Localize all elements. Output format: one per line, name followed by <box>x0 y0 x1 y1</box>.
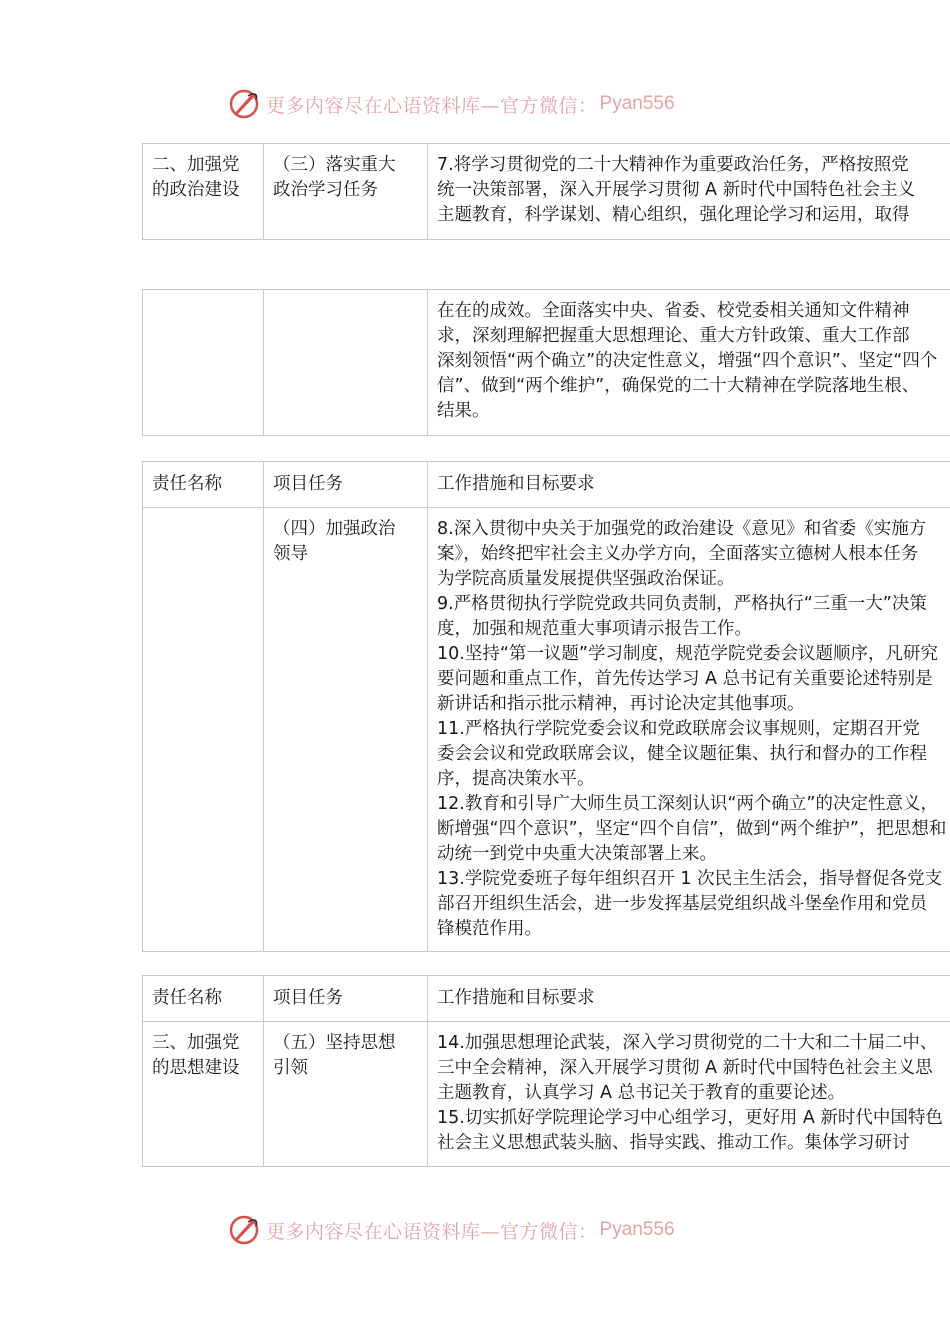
table-header-row <box>143 462 950 508</box>
measures-cell: 7.将学习贯彻党的二十大精神作为重要政治任务，严格按照党 统一决策部署，深入开展学习贯彻 A 新时代中国特色社会主义 主题教育，科学谋划、精心组织，强化理论学习和运用，取得 <box>428 144 950 240</box>
header-project-task: 项目任务 <box>264 462 428 508</box>
table-row <box>143 290 950 436</box>
table-row <box>143 1022 950 1167</box>
responsibility-cell: 三、加强党 的思想建设 <box>143 1022 264 1167</box>
watermark-top <box>228 86 675 122</box>
table-continuation <box>142 289 950 436</box>
responsibility-cell <box>143 508 264 952</box>
measures-cell: 在在的成效。全面落实中央、省委、校党委相关通知文件精神 求，深刻理解把握重大思想理论、重大方针政策、重大工作部 深刻领悟“两个确立”的决定性意义，增强“四个意识”、坚定“四个 信”、做到“两个维护”，确保党的二十大精神在学院落地生根、 结果。 <box>428 290 950 436</box>
quill-logo-icon <box>228 1214 260 1246</box>
project-task-cell: （三）落实重大 政治学习任务 <box>264 144 428 240</box>
measures-cell: 8.深入贯彻中央关于加强党的政治建设《意见》和省委《实施方 案》，始终把牢社会主义办学方向，全面落实立德树人根本任务 为学院高质量发展提供坚强政治保证。 9.严格贯彻执行学院党政共同负责制，严格执行“三重一大”决策 度，加强和规范重大事项请示报告工作。 10.坚持“第一议题”学习制度，规范学院党委会议题顺序，凡研究 要问题和重点工作，首先传达学习 A 总书记有关重要论述特别是 新讲话和指示批示精神，再讨论决定其他事项。 11.严格执行学院党委会议和党政联席会议事规则，定期召开党 委会会议和党政联席会议，健全议题征集、执行和督办的工作程 序，提高决策水平。 12.教育和引导广大师生员工深刻认识“两个确立”的决定性意义， 断增强“四个意识”，坚定“四个自信”，做到“两个维护”，把思想和 动统一到党中央重大决策部署上来。 13.学院党委班子每年组织召开 1 次民主生活会，指导督促各党支 部召开组织生活会，进一步发挥基层党组织战斗堡垒作用和党员 锋模范作用。 <box>428 508 950 952</box>
header-measures: 工作措施和目标要求 <box>428 462 950 508</box>
quill-logo-icon <box>228 88 260 120</box>
table-header-row <box>143 976 950 1022</box>
measures-cell: 14.加强思想理论武装，深入学习贯彻党的二十大和二十届二中、 三中全会精神，深入开展学习贯彻 A 新时代中国特色社会主义思 主题教育，认真学习 A 总书记关于教育的重要论述。 15.切实抓好学院理论学习中心组学习，更好用 A 新时代中国特色 社会主义思想武装头脑、指导实践、推动工作。集体学习研讨 <box>428 1022 950 1167</box>
project-task-cell: （四）加强政治 领导 <box>264 508 428 952</box>
header-measures: 工作措施和目标要求 <box>428 976 950 1022</box>
table-row <box>143 508 950 952</box>
watermark-text: 更多内容尽在心语资料库—官方微信： <box>266 94 598 117</box>
header-project-task: 项目任务 <box>264 976 428 1022</box>
header-responsibility: 责任名称 <box>143 462 264 508</box>
table-ideological-building <box>142 975 950 1167</box>
watermark-bottom <box>228 1212 675 1248</box>
watermark-wechat-id: Pyan556 <box>599 93 675 114</box>
watermark-wechat-id: Pyan556 <box>599 1219 675 1240</box>
project-task-cell: （五）坚持思想 引领 <box>264 1022 428 1167</box>
table-political-leadership <box>142 461 950 952</box>
table-political-study <box>142 143 950 240</box>
table-row <box>143 144 950 240</box>
responsibility-cell <box>143 290 264 436</box>
responsibility-cell: 二、加强党 的政治建设 <box>143 144 264 240</box>
header-responsibility: 责任名称 <box>143 976 264 1022</box>
watermark-text: 更多内容尽在心语资料库—官方微信： <box>266 1220 598 1243</box>
project-task-cell <box>264 290 428 436</box>
